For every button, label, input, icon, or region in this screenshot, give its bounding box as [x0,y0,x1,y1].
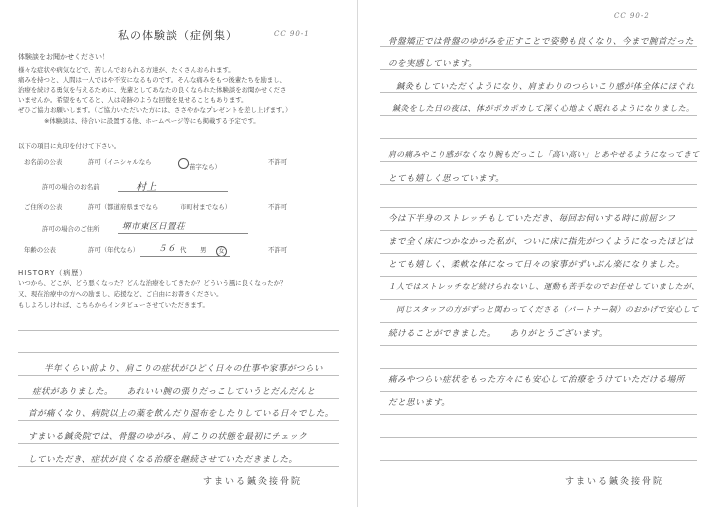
form-number: CC 90-2 [614,12,650,20]
ruled-line [380,322,697,323]
age-unit: 代 [180,246,187,254]
gender-male: 男 [200,246,207,254]
handwriting-line-11: 同じスタッフの方がずっと関わってくださる（パートナー制）のおかげで安心して [396,305,699,314]
ruled-line [380,69,697,70]
allowed-address-value: 堺市東区日置荘 [122,222,185,232]
request-heading: 体験談をお聞かせください！ [18,53,109,61]
ruled-line [380,391,697,392]
handwriting-line-2: のを実感しています。 [388,59,478,69]
ruled-line [380,299,697,300]
intro-line-4: いませんか。希望をもてると、人は奇跡のような回復を見せることもあります。 [18,96,248,104]
intro-line-6: ※体験談は、待合いに設置する他、ホームページ等にも掲載する予定です。 [44,117,260,125]
ruled-line [18,352,339,353]
handwriting-line-10: １人ではストレッチなど続けられないし、運動も苦手なのでお任せしていましたが、 [388,282,700,291]
ruled-line [18,330,339,331]
handwriting-line-4: すまいる鍼灸院では、骨盤のゆがみ、肩こりの状態を最初にチェック [28,432,308,442]
ruled-line [18,443,339,444]
address-option-deny: 不許可 [268,203,288,211]
allowed-address-label: 許可の場合のご住所 [42,225,100,233]
ruled-line [18,398,339,399]
ruled-line [380,460,697,461]
handwriting-line-3: 首が痛くなり、病院以上の薬を飲んだり湿布をしたりしている日々でした。 [28,409,334,419]
intro-line-3: 治療を続ける勇気を与えるために、先輩としてあなたの良くなられた体験談をお聞かせくださ [18,86,287,94]
age-underline [140,256,230,257]
handwriting-line-9: とても嬉しく、柔軟な体になって日々の家事がずいぶん楽になりました。 [388,260,685,270]
intro-line-1: 様々な症状や病気などで、苦しんでおられる方達が、たくさんおられます。 [18,66,235,74]
history-text-3: もしよろしければ、こちらからインタビューさせていただきます。 [18,301,209,309]
handwriting-line-4: 鍼灸をした日の夜は、体がポカポカして深く心地よく眠れるようになりました。 [392,104,695,113]
address-underline [118,233,248,234]
age-option-decade: 許可（年代なら） [88,246,140,254]
history-text-1: いつから、どこが、どう悪くなった？どんな治療をしてきたか？どういう風に良くなったか？ [18,279,287,287]
ruled-line [18,375,339,376]
name-option-initial: 許可（イニシャルなら [88,158,152,166]
address-row-label: ご住所の公表 [24,203,63,211]
ruled-line [380,115,697,116]
ruled-line [18,420,339,421]
ruled-line [380,437,697,438]
handwriting-line-1: 骨盤矯正では骨盤のゆがみを正すことで姿勢も良くなり、今まで腕首だった [388,37,694,47]
form-number: CC 90-1 [274,30,310,38]
selected-circle-icon [178,158,189,169]
handwriting-line-6: とても嬉しく思っています。 [388,174,505,184]
ruled-line [380,207,697,208]
age-value: ５６ [158,244,176,254]
ruled-line [380,138,697,139]
right-page [357,0,710,507]
handwriting-line-3: 鍼灸もしていただくようになり、肩まわりのつらいこり感が体全体にほぐれ [396,81,695,91]
page-title: 私の体験談（症例集） [118,29,238,42]
ruled-line [380,161,697,162]
handwriting-line-14: だと思います。 [388,398,451,408]
ruled-line [380,368,697,369]
age-option-deny: 不許可 [268,246,288,254]
history-text-2: 又、現在治療中の方への励まし、応援など、ご自由にお書きください。 [18,290,223,298]
ruled-line [380,276,697,277]
ruled-line [18,466,339,467]
handwriting-line-7: 今は下半身のストレッチもしていただき、毎回お伺いする時に前屈シフ [388,214,676,224]
intro-line-5: ぜひご協力お願いします。（ご協力いただいた方には、ささやかなプレゼントを差し上げます。） [18,106,292,114]
handwriting-line-13: 痛みやつらい症状をもった方々にも安心して治療をうけていただける場所 [388,375,685,385]
name-underline [118,191,228,192]
handwriting-line-5: 肩の痛みやこり感がなくなり腕もだっこし「高い高い」とあやせるようになってきて [388,150,700,159]
age-row-label: 年齢の公表 [24,246,56,254]
handwriting-line-5: していただき、症状が良くなる治療を継続させていただきました。 [28,455,298,465]
handwriting-line-1: 半年くらい前より、肩こりの症状がひどく日々の仕事や家事がつらい [44,364,323,374]
name-option-surname: 苗字なら） [178,158,221,172]
handwriting-line-2: 症状がありました。 あれいい腕の張りだっこしていうとだんだんと [32,387,316,397]
handwriting-line-12: 続けることができました。 ありがとうございます。 [388,329,608,339]
name-row-label: お名前の公表 [24,158,63,166]
intro-line-2: 痛みを持つと、人間は一人ではや不安になるものです。そんな痛みをもつ後輩たちを励まし、 [18,76,286,84]
address-option-city: 市町村までなら） [180,203,232,211]
clinic-stamp: すまいる鍼灸接骨院 [565,477,665,487]
ruled-line [380,253,697,254]
allowed-name-label: 許可の場合のお名前 [42,183,100,191]
left-page [0,0,353,507]
ruled-line [380,230,697,231]
ruled-line [380,345,697,346]
ruled-line [380,414,697,415]
allowed-name-value: 村上 [136,182,157,193]
handwriting-line-8: まで全く床につかなかった私が、ついに床に指先がつくようになったほどは [388,237,694,247]
address-option-prefecture: 許可（都道府県までなら [88,203,159,211]
name-option-deny: 不許可 [268,158,288,166]
instruction: 以下の項目に丸印を付けて下さい。 [18,142,121,150]
ruled-line [380,184,697,185]
history-heading: HISTORY（病歴） [18,269,88,277]
clinic-stamp: すまいる鍼灸接骨院 [203,477,303,487]
ruled-line [380,92,697,93]
gender-female: 女 [216,246,227,257]
